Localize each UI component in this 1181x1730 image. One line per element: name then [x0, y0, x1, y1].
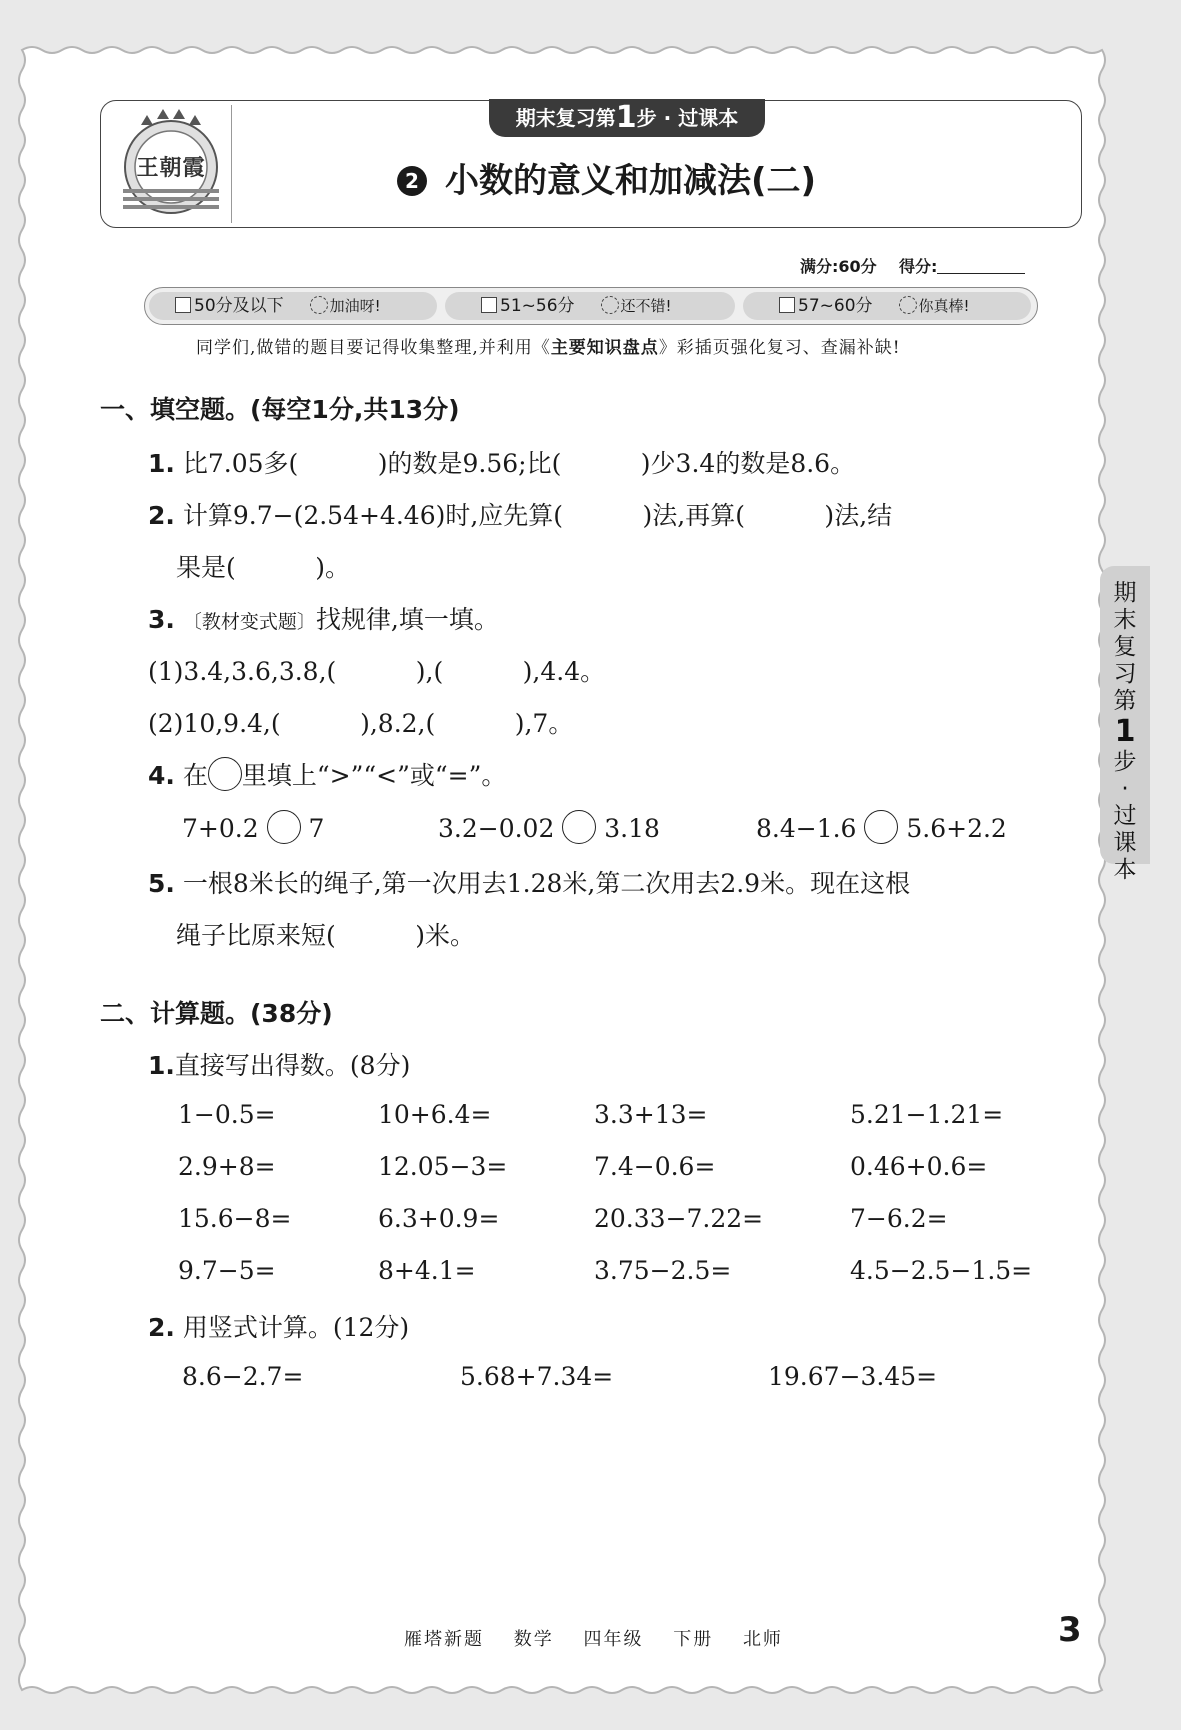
compare-item: [756, 810, 1007, 844]
calc-item: 10+6.4=: [378, 1100, 492, 1129]
brand-emblem: [119, 107, 223, 217]
side-char: 期: [1113, 580, 1137, 606]
calc-item: 0.46+0.6=: [850, 1152, 988, 1181]
side-char: 过: [1113, 803, 1137, 829]
side-char: 步: [1113, 749, 1137, 775]
lesson-title: [397, 153, 816, 202]
calc-item: 8+4.1=: [378, 1256, 476, 1285]
question-number: 3.: [148, 605, 175, 634]
section1-title: 一、填空题。(每空1分,共13分): [100, 395, 460, 424]
question-number: 4.: [148, 761, 175, 790]
side-tab: [1100, 566, 1150, 883]
level-item: [481, 288, 672, 324]
question-number: 2.: [148, 501, 175, 530]
footer-item: 雁塔新题: [404, 1629, 484, 1650]
calc-item: 20.33−7.22=: [594, 1204, 764, 1233]
checkbox-icon[interactable]: [481, 297, 497, 313]
question-text: 直接写出得数。(8分): [174, 1051, 411, 1080]
calc-item: 12.05−3=: [378, 1152, 508, 1181]
question-text: 计算9.7−(2.54+4.46)时,应先算( )法,再算( )法,结: [182, 501, 893, 530]
question-text: 找规律,填一填。: [315, 605, 499, 634]
calc-item: 4.5−2.5−1.5=: [850, 1256, 1033, 1285]
compare-item: [438, 810, 660, 844]
notice-before: 同学们,做错的题目要记得收集整理,并利用《: [196, 338, 551, 358]
lesson-header: [100, 100, 1082, 228]
question-text: 一根8米长的绳子,第一次用去1.28米,第二次用去2.9米。现在这根: [182, 869, 911, 898]
calc-item: 5.21−1.21=: [850, 1100, 1004, 1129]
question-1-3-sub2: (2)10,9.4,( ),8.2,( ),7。: [148, 709, 574, 738]
calc-item: 9.7−5=: [178, 1256, 276, 1285]
compare-item: [182, 810, 324, 844]
question-1-2-cont: 果是( )。: [176, 553, 350, 582]
vertical-calc-item: 8.6−2.7=: [182, 1362, 304, 1391]
question-1-5-cont: 绳子比原来短( )米。: [176, 921, 475, 950]
emblem-text: 王朝霞: [136, 155, 206, 181]
question-text: 用竖式计算。(12分): [182, 1313, 410, 1342]
compare-right: 3.18: [604, 814, 660, 843]
question-number: 2.: [148, 1313, 175, 1342]
compare-left: 8.4−1.6: [756, 814, 857, 843]
compare-left: 3.2−0.02: [438, 814, 555, 843]
checkbox-icon[interactable]: [175, 297, 191, 313]
question-2-2: [148, 1308, 409, 1344]
footer-item: 四年级: [583, 1629, 644, 1650]
level-range: 57~60分: [798, 296, 873, 316]
question-number: 1.: [148, 1051, 175, 1080]
calc-item: 7.4−0.6=: [594, 1152, 716, 1181]
compare-circle[interactable]: [267, 810, 301, 844]
side-char: 习: [1113, 661, 1137, 687]
level-message: 还不错!: [620, 297, 672, 315]
level-message: 你真棒!: [918, 297, 970, 315]
level-item: [779, 288, 970, 324]
face-icon: [310, 296, 328, 314]
side-char: ·: [1121, 776, 1129, 802]
question-1-5: [148, 864, 910, 900]
full-score: 满分:60分: [800, 257, 877, 276]
lesson-title-text: 小数的意义和加减法(二): [445, 161, 817, 201]
question-text: 在: [182, 761, 208, 790]
calc-item: 7−6.2=: [850, 1204, 948, 1233]
question-number: 1.: [148, 449, 175, 478]
question-tag: 〔教材变式题〕: [182, 611, 316, 633]
question-1-4: [148, 756, 506, 792]
calc-item: 3.75−2.5=: [594, 1256, 732, 1285]
score-levels: [144, 287, 1038, 325]
notice-bold: 主要知识盘点: [550, 338, 659, 358]
step-tab-num: 1: [615, 100, 637, 135]
step-tab-suffix: 步 · 过课本: [636, 106, 739, 130]
level-message: 加油呀!: [329, 297, 381, 315]
side-char: 本: [1113, 857, 1137, 883]
lesson-number-badge: 2: [397, 166, 427, 196]
vertical-calc-item: 19.67−3.45=: [768, 1362, 938, 1391]
calc-item: 15.6−8=: [178, 1204, 292, 1233]
compare-circle[interactable]: [864, 810, 898, 844]
footer: [404, 1625, 805, 1651]
side-char: 末: [1113, 607, 1137, 633]
side-num: 1: [1114, 714, 1136, 749]
question-2-1: [148, 1046, 410, 1082]
score-line: [800, 254, 1025, 277]
footer-item: 数学: [513, 1629, 554, 1650]
question-text: 比7.05多( )的数是9.56;比( )少3.4的数是8.6。: [182, 449, 856, 478]
level-item: [175, 288, 381, 324]
footer-item: 北师: [742, 1629, 783, 1650]
compare-right: 5.6+2.2: [906, 814, 1007, 843]
score-blank[interactable]: [937, 257, 1025, 274]
step-tab-prefix: 期末复习第: [515, 106, 616, 130]
section2-title: 二、计算题。(38分): [100, 999, 333, 1028]
got-score-label: 得分:: [898, 257, 938, 276]
calc-item: 6.3+0.9=: [378, 1204, 500, 1233]
header-divider: [231, 105, 232, 223]
calc-item: 1−0.5=: [178, 1100, 276, 1129]
compare-circle[interactable]: [562, 810, 596, 844]
question-1-1: [148, 444, 855, 480]
compare-left: 7+0.2: [182, 814, 259, 843]
footer-item: 下册: [673, 1629, 714, 1650]
step-tab: [489, 99, 765, 137]
level-range: 51~56分: [500, 296, 575, 316]
question-number: 5.: [148, 869, 175, 898]
side-char: 第: [1113, 688, 1137, 714]
notice-after: 》彩插页强化复习、查漏补缺!: [658, 338, 901, 358]
circle-icon: [208, 757, 242, 791]
face-icon: [899, 296, 917, 314]
checkbox-icon[interactable]: [779, 297, 795, 313]
side-char: 课: [1113, 830, 1137, 856]
side-tab-text: [1110, 580, 1140, 884]
side-char: 复: [1113, 634, 1137, 660]
question-1-2: [148, 496, 892, 532]
question-text: 里填上“>”“<”或“=”。: [241, 761, 507, 790]
face-icon: [601, 296, 619, 314]
question-1-3: [148, 600, 499, 636]
vertical-calc-item: 5.68+7.34=: [460, 1362, 614, 1391]
level-range: 50分及以下: [194, 296, 284, 316]
question-1-3-sub1: (1)3.4,3.6,3.8,( ),( ),4.4。: [148, 657, 606, 686]
page-number: 3: [1058, 1610, 1082, 1650]
notice-text: [196, 333, 901, 358]
compare-right: 7: [308, 814, 325, 843]
calc-item: 2.9+8=: [178, 1152, 276, 1181]
calc-item: 3.3+13=: [594, 1100, 708, 1129]
